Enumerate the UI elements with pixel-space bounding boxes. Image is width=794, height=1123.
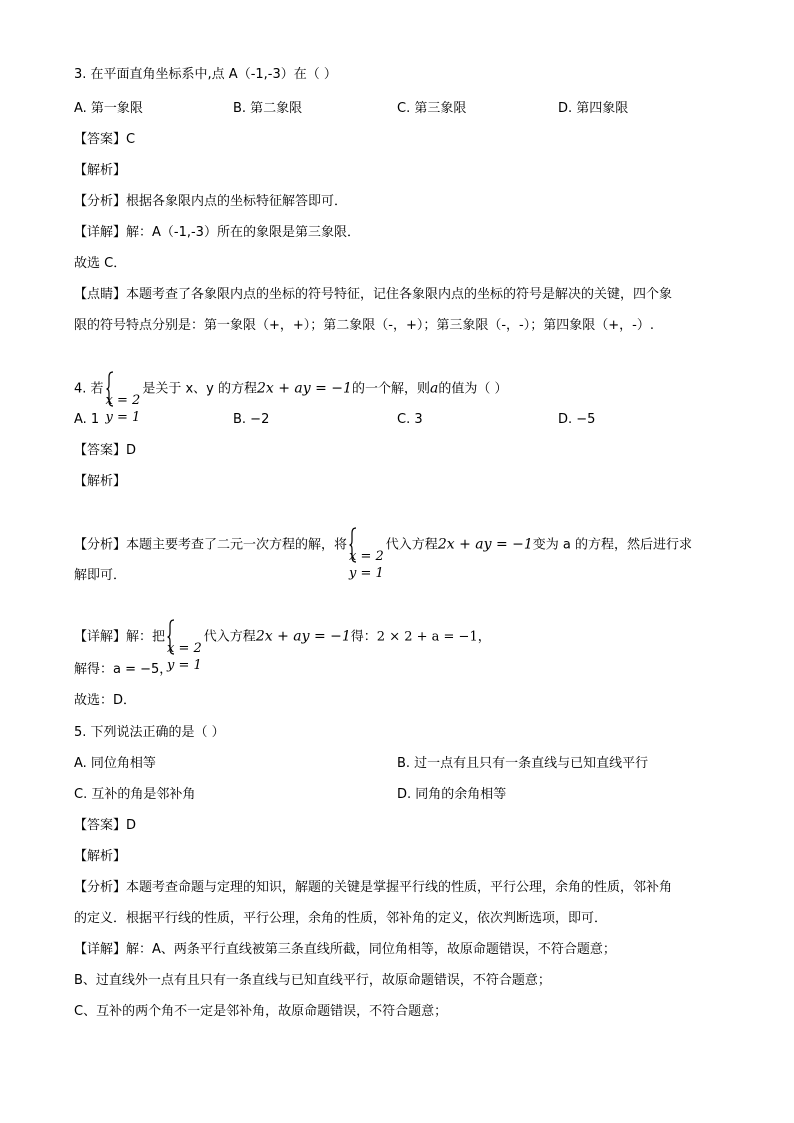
q3-choose: 故选 C． [74,256,127,271]
q5-option-a: A. 同位角相等 [74,756,156,771]
q4-option-d: D. −5 [558,412,596,427]
q4-xiangjie-system-row2: y = 1 [167,658,202,673]
q4-xiangjie-de: 得： [350,629,377,645]
q3-analysis-heading: 【解析】 [74,163,127,178]
q5-fenxi-line2: 的定义．根据平行线的性质，平行公理，余角的性质，邻补角的定义，依次判断选项，即可． [74,911,608,926]
q4-stem-end: 的值为（ ） [438,381,508,397]
q4-system-row2: y = 1 [105,410,141,425]
q5-answer: 【答案】D [74,818,137,833]
q4-equation: 2x + ay = −1 [256,380,352,397]
q5-fenxi-line1: 【分析】本题考查命题与定理的知识，解题的关键是掌握平行线的性质，平行公理，余角的性质，邻补角 [74,880,673,895]
q3-xiangjie: 【详解】解：A（-1,-3）所在的象限是第三象限． [74,225,360,240]
q3-dianjing-line2: 限的符号特点分别是：第一象限（+，+）；第二象限（-，+）；第三象限（-，-）；第四象限（+，-）. [74,318,654,333]
q4-jiede: 解得：a = −5， [74,662,173,677]
q4-fenxi-equation: 2x + ay = −1 [437,536,533,553]
left-brace-icon [106,352,114,426]
q3-option-c: C. 第三象限 [397,101,467,116]
q4-equation-system [106,352,141,426]
q3-dianjing-line1: 【点睛】本题考查了各象限内点的坐标的符号特征，记住各象限内点的坐标的符号是解决的关键，四个象 [74,287,673,302]
q4-analysis-heading: 【解析】 [74,474,127,489]
q4-stem-prefix: 4. 若 [74,381,104,397]
left-brace-icon [349,508,357,582]
q3-fenxi: 【分析】根据各象限内点的坐标特征解答即可． [74,194,348,209]
q5-stem: 5. 下列说法正确的是（ ） [74,725,225,740]
q5-option-b: B. 过一点有且只有一条直线与已知直线平行 [397,756,649,771]
q5-analysis-heading: 【解析】 [74,849,127,864]
q3-stem: 3. 在平面直角坐标系中,点 A（-1,-3）在（ ） [74,67,337,82]
q3-option-d: D. 第四象限 [558,101,629,116]
q4-stem-post: 的一个解，则 [351,381,430,397]
q4-fenxi-system [349,508,384,582]
q4-xiangjie-middle: 代入方程 [203,629,256,645]
q5-option-d: D. 同角的余角相等 [397,787,507,802]
q4-choose: 故选：D． [74,693,137,708]
q4-option-b: B. −2 [233,412,270,427]
q3-option-b: B. 第二象限 [233,101,303,116]
q4-fenxi-line2: 解即可． [74,568,127,583]
q5-xiangjie-line1: 【详解】解：A、两条平行直线被第三条直线所截，同位角相等，故原命题错误，不符合题意； [74,942,616,957]
q4-stem [74,352,507,426]
q4-stem-middle: 是关于 x、y 的方程 [142,381,257,397]
q4-fenxi [74,508,692,582]
q4-answer: 【答案】D [74,443,137,458]
q4-xiangjie-prefix: 【详解】解：把 [74,629,166,645]
q5-xiangjie-line3: C、互补的两个角不一定是邻补角，故原命题错误，不符合题意； [74,1004,448,1019]
q4-fenxi-middle: 代入方程 [385,537,438,553]
q4-fenxi-post: 变为 a 的方程，然后进行求 [532,537,693,553]
q4-variable-a: a [429,380,439,397]
q3-answer: 【答案】C [74,132,136,147]
q3-option-a: A. 第一象限 [74,101,143,116]
q5-option-c: C. 互补的角是邻补角 [74,787,196,802]
q4-fenxi-prefix: 【分析】本题主要考查了二元一次方程的解，将 [74,537,348,553]
q4-xiangjie-system-row1: x = 2 [167,641,202,656]
q4-xiangjie-calc: 2 × 2 + a = −1， [376,629,491,645]
q4-xiangjie-equation: 2x + ay = −1 [255,628,351,645]
q4-fenxi-system-row2: y = 1 [349,566,384,581]
q4-fenxi-system-row1: x = 2 [349,549,384,564]
q4-option-a: A. 1 [74,412,100,427]
q4-system-row1: x = 2 [105,393,141,408]
q5-xiangjie-line2: B、过直线外一点有且只有一条直线与已知直线平行，故原命题错误，不符合题意； [74,973,551,988]
q4-option-c: C. 3 [397,412,423,427]
